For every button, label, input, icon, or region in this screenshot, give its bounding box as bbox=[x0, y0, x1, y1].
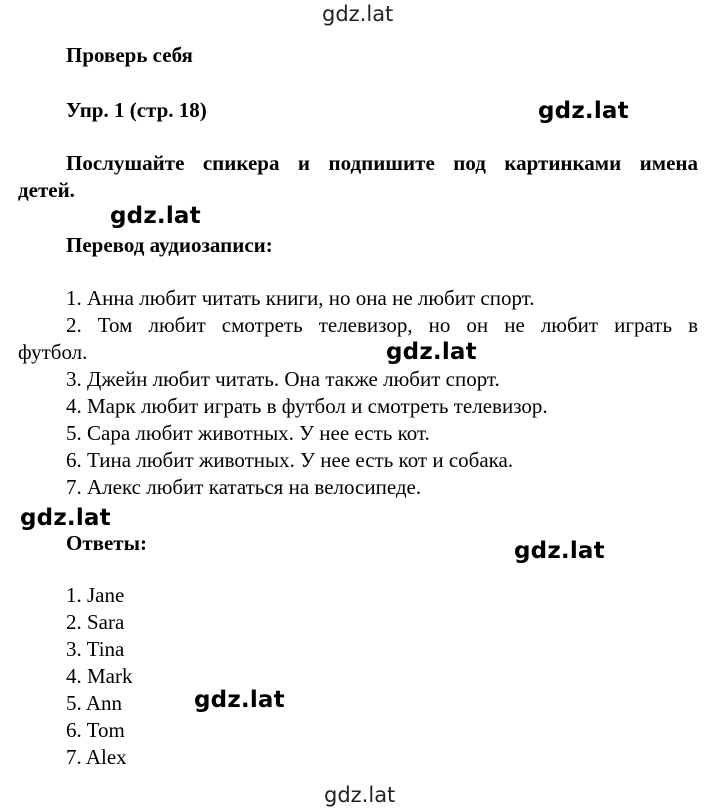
page-heading: Проверь себя bbox=[66, 43, 193, 67]
answer-item: 5. Ann bbox=[66, 691, 123, 715]
answer-item: 6. Tom bbox=[66, 718, 125, 742]
answer-item: 2. Sara bbox=[66, 610, 125, 634]
translation-item-3: 3. Джейн любит читать. Она также любит спорт. bbox=[66, 367, 500, 391]
translation-item-2: 2. Том любит смотреть телевизор, но он не любит играть в bbox=[66, 313, 698, 337]
instruction-line-2: детей. bbox=[18, 178, 75, 202]
watermark: gdz.lat bbox=[110, 203, 201, 229]
answer-item: 4. Mark bbox=[66, 664, 133, 688]
translation-item-5: 5. Сара любит животных. У нее есть кот. bbox=[66, 421, 430, 445]
watermark: gdz.lat bbox=[20, 505, 111, 531]
answer-item: 3. Tina bbox=[66, 637, 125, 661]
watermark: gdz.lat bbox=[386, 339, 477, 365]
translation-item-6: 6. Тина любит животных. У нее есть кот и собака. bbox=[66, 448, 514, 472]
translation-title: Перевод аудиозаписи: bbox=[66, 233, 273, 257]
watermark-top: gdz.lat bbox=[322, 2, 394, 26]
translation-item-1: 1. Анна любит читать книги, но она не любит спорт. bbox=[66, 286, 535, 310]
instruction-line-1: Послушайте спикера и подпишите под картинками имена bbox=[66, 151, 698, 175]
answer-item: 1. Jane bbox=[66, 583, 125, 607]
translation-item-2-continued: футбол. bbox=[18, 340, 88, 364]
watermark-bottom: gdz.lat bbox=[324, 783, 396, 807]
exercise-label: Упр. 1 (стр. 18) bbox=[66, 98, 207, 122]
answers-title: Ответы: bbox=[66, 531, 148, 555]
watermark: gdz.lat bbox=[538, 98, 629, 124]
watermark: gdz.lat bbox=[514, 538, 605, 564]
watermark: gdz.lat bbox=[194, 687, 285, 713]
translation-item-4: 4. Марк любит играть в футбол и смотреть телевизор. bbox=[66, 394, 548, 418]
translation-item-7: 7. Алекс любит кататься на велосипеде. bbox=[66, 475, 422, 499]
answer-item: 7. Alex bbox=[66, 745, 127, 769]
